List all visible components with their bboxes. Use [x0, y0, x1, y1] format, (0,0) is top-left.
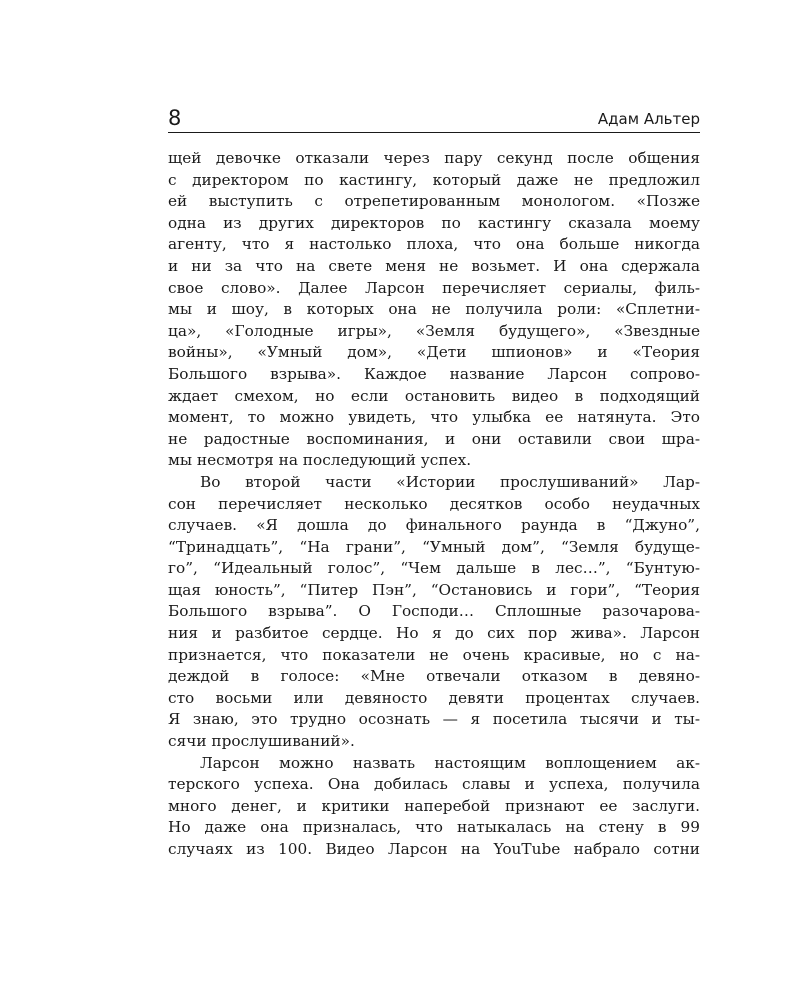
- text-line: войны», «Умный дом», «Дети шпионов» и «Теория: [168, 343, 700, 362]
- text-line: ждает смехом, но если остановить видео в подходящий: [168, 386, 700, 405]
- text-line: ца», «Голодные игры», «Земля будущего», «Звездные: [168, 321, 700, 340]
- header-rule: [168, 132, 700, 133]
- text-line: много денег, и критики наперебой признают ее заслуги.: [168, 796, 700, 815]
- text-line: случаях из 100. Видео Ларсон на YouTube набрало сотни: [168, 840, 700, 858]
- text-line: ей выступить с отрепетированным монологом. «Позже: [168, 192, 700, 211]
- page-number: 8: [168, 106, 182, 130]
- running-head: [168, 106, 700, 130]
- text-line: момент, то можно увидеть, что улыбка ее натянута. Это: [168, 408, 700, 427]
- text-line: деждой в голосе: «Мне отвечали отказом в девяно-: [168, 667, 700, 686]
- text-line: “Тринадцать”, “На грани”, “Умный дом”, “Земля будуще-: [168, 537, 700, 556]
- text-line: сто восьми или девяносто девяти процентах случаев.: [168, 688, 700, 707]
- text-line: одна из других директоров по кастингу сказала моему: [168, 213, 700, 232]
- text-line: Ларсон можно назвать настоящим воплощением ак-: [200, 753, 700, 772]
- text-line: терского успеха. Она добилась славы и успеха, получила: [168, 775, 700, 794]
- text-line: мы несмотря на последующий успех.: [168, 451, 472, 470]
- text-line: и ни за что на свете меня не возьмет. И она сдержала: [168, 256, 700, 275]
- text-line: свое слово». Далее Ларсон перечисляет сериалы, филь-: [168, 278, 700, 297]
- text-line: признается, что показатели не очень красивые, но с на-: [168, 645, 700, 664]
- text-line: не радостные воспоминания, и они оставили свои шра-: [168, 429, 700, 448]
- text-line: случаев. «Я дошла до финального раунда в “Джуно”,: [168, 516, 700, 535]
- text-line: щая юность”, “Питер Пэн”, “Остановись и гори”, “Теория: [168, 580, 700, 599]
- text-line: агенту, что я настолько плоха, что она больше никогда: [168, 235, 700, 254]
- text-line: Я знаю, это трудно осознать — я посетила тысячи и ты-: [168, 710, 700, 729]
- text-line: с директором по кастингу, который даже не предложил: [168, 170, 700, 189]
- text-line: Но даже она призналась, что натыкалась на стену в 99: [168, 818, 700, 837]
- body-text: [168, 148, 700, 861]
- text-line: ния и разбитое сердце. Но я до сих пор жива». Ларсон: [168, 624, 700, 643]
- running-head-author: Адам Альтер: [597, 110, 700, 128]
- text-line: мы и шоу, в которых она не получила роли: «Сплетни-: [168, 300, 700, 319]
- text-line: го”, “Идеальный голос”, “Чем дальше в лес…”, “Бунтую-: [168, 559, 700, 578]
- text-line: сячи прослушиваний».: [168, 732, 355, 751]
- text-line: Большого взрыва». Каждое название Ларсон сопрово-: [168, 364, 700, 383]
- text-line: сон перечисляет несколько десятков особо неудачных: [168, 494, 700, 513]
- text-line: щей девочке отказали через пару секунд после общения: [168, 149, 700, 167]
- text-line: Большого взрыва”. О Господи… Сплошные разочарова-: [168, 602, 700, 621]
- text-line: Во второй части «Истории прослушиваний» Лар-: [200, 472, 700, 491]
